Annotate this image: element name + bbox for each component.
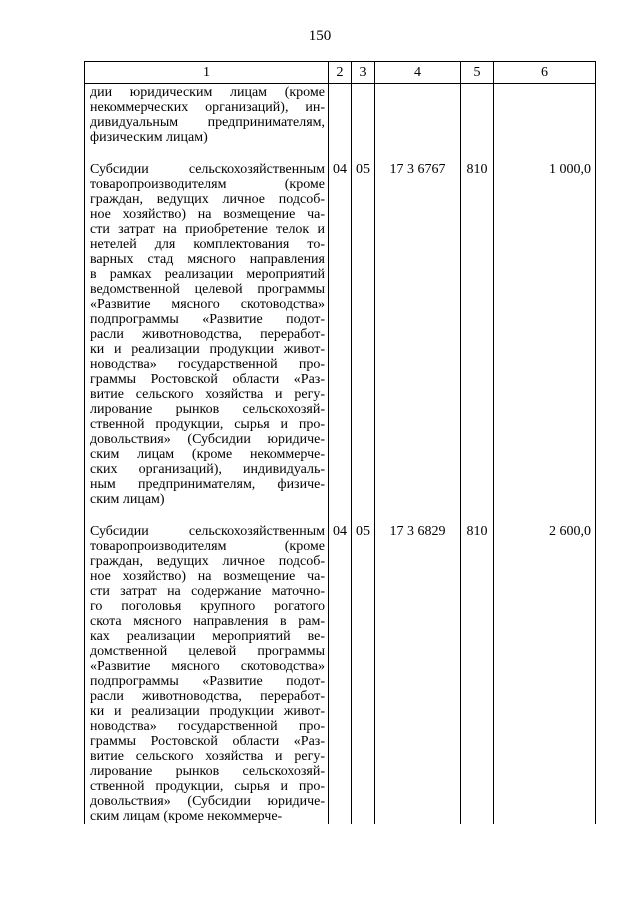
description-line: Субсидии сельскохозяйственным	[90, 162, 325, 177]
description-line: дивидуальным предпринимателям,	[90, 115, 325, 130]
column-header: 6	[494, 62, 596, 84]
description-line: Субсидии сельскохозяйственным	[90, 524, 325, 539]
column-header: 5	[461, 62, 494, 84]
description-line: го поголовья крупного рогатого	[90, 599, 325, 614]
expense-type-code	[461, 84, 494, 146]
budget-table	[84, 61, 596, 824]
row-spacer	[85, 145, 596, 161]
description-line: ственной продукции, сырья и про-	[90, 417, 325, 432]
table-row	[85, 161, 596, 507]
description-line: расли животноводства, переработ-	[90, 327, 325, 342]
description-line: ки и реализации продукции живот-	[90, 704, 325, 719]
description-line: витие сельского хозяйства и регу-	[90, 387, 325, 402]
description-line: ским лицам)	[90, 492, 165, 507]
description-line: ских организаций), индивидуаль-	[90, 462, 325, 477]
target-article-code	[375, 84, 461, 146]
row-spacer	[85, 507, 596, 523]
description-line: домственной целевой программы	[90, 644, 325, 659]
description-line: лирование рынков сельскохозяй-	[90, 764, 325, 779]
description-line: физическим лицам)	[90, 130, 208, 145]
description-line: в рамках реализации мероприятий	[90, 267, 325, 282]
description-line: товаропроизводителям (кроме	[90, 539, 325, 554]
description-line: ским лицам (кроме некоммерче-	[90, 447, 325, 462]
target-article-code: 17 3 6767	[375, 161, 461, 507]
description-line: довольствия» (Субсидии юридиче-	[90, 794, 325, 809]
section-code	[329, 84, 352, 146]
description-line: граммы Ростовской области «Раз-	[90, 734, 325, 749]
target-article-code: 17 3 6829	[375, 523, 461, 824]
amount-value: 2 600,0	[494, 523, 596, 824]
description-line: витие сельского хозяйства и регу-	[90, 749, 325, 764]
description-line: «Развитие мясного скотоводства»	[90, 297, 325, 312]
description-line: скота мясного направления в рам-	[90, 614, 325, 629]
description-line: граммы Ростовской области «Раз-	[90, 372, 325, 387]
description-line: сти затрат на содержание маточно-	[90, 584, 325, 599]
subsection-code: 05	[352, 523, 375, 824]
column-header: 4	[375, 62, 461, 84]
description-line: подпрограммы «Развитие подот-	[90, 674, 325, 689]
subsection-code: 05	[352, 161, 375, 507]
subsection-code	[352, 84, 375, 146]
description-line: ведомственной целевой программы	[90, 282, 325, 297]
table-header-row	[85, 62, 596, 84]
description-line: «Развитие мясного скотоводства»	[90, 659, 325, 674]
row-description	[85, 84, 329, 146]
description-line: расли животноводства, переработ-	[90, 689, 325, 704]
description-line: сти затрат на приобретение телок и	[90, 222, 325, 237]
description-line: ках реализации мероприятий ве-	[90, 629, 325, 644]
expense-type-code: 810	[461, 161, 494, 507]
page-number: 150	[308, 28, 332, 44]
amount-value: 1 000,0	[494, 161, 596, 507]
description-line: варных стад мясного направления	[90, 252, 325, 267]
column-header: 3	[352, 62, 375, 84]
description-line: подпрограммы «Развитие подот-	[90, 312, 325, 327]
description-line: ственной продукции, сырья и про-	[90, 779, 325, 794]
description-line: ное хозяйство) на возмещение ча-	[90, 207, 325, 222]
table-row	[85, 84, 596, 146]
description-line: новодства» государственной про-	[90, 357, 325, 372]
section-code: 04	[329, 523, 352, 824]
description-line: граждан, ведущих личное подсоб-	[90, 554, 325, 569]
description-line: лирование рынков сельскохозяй-	[90, 402, 325, 417]
table-row	[85, 523, 596, 824]
description-line: товаропроизводителям (кроме	[90, 177, 325, 192]
description-line: дии юридическим лицам (кроме	[90, 85, 325, 100]
expense-type-code: 810	[461, 523, 494, 824]
description-line: ки и реализации продукции живот-	[90, 342, 325, 357]
description-line: ное хозяйство) на возмещение ча-	[90, 569, 325, 584]
description-line: ным предпринимателям, физиче-	[90, 477, 325, 492]
description-line: довольствия» (Субсидии юридиче-	[90, 432, 325, 447]
amount-value	[494, 84, 596, 146]
description-line: некоммерческих организаций), ин-	[90, 100, 325, 115]
row-description	[85, 523, 329, 824]
description-line: новодства» государственной про-	[90, 719, 325, 734]
section-code: 04	[329, 161, 352, 507]
row-description	[85, 161, 329, 507]
description-line: ским лицам (кроме некоммерче-	[90, 809, 283, 824]
column-header: 2	[329, 62, 352, 84]
description-line: нетелей для комплектования то-	[90, 237, 325, 252]
column-header: 1	[85, 62, 329, 84]
description-line: граждан, ведущих личное подсоб-	[90, 192, 325, 207]
